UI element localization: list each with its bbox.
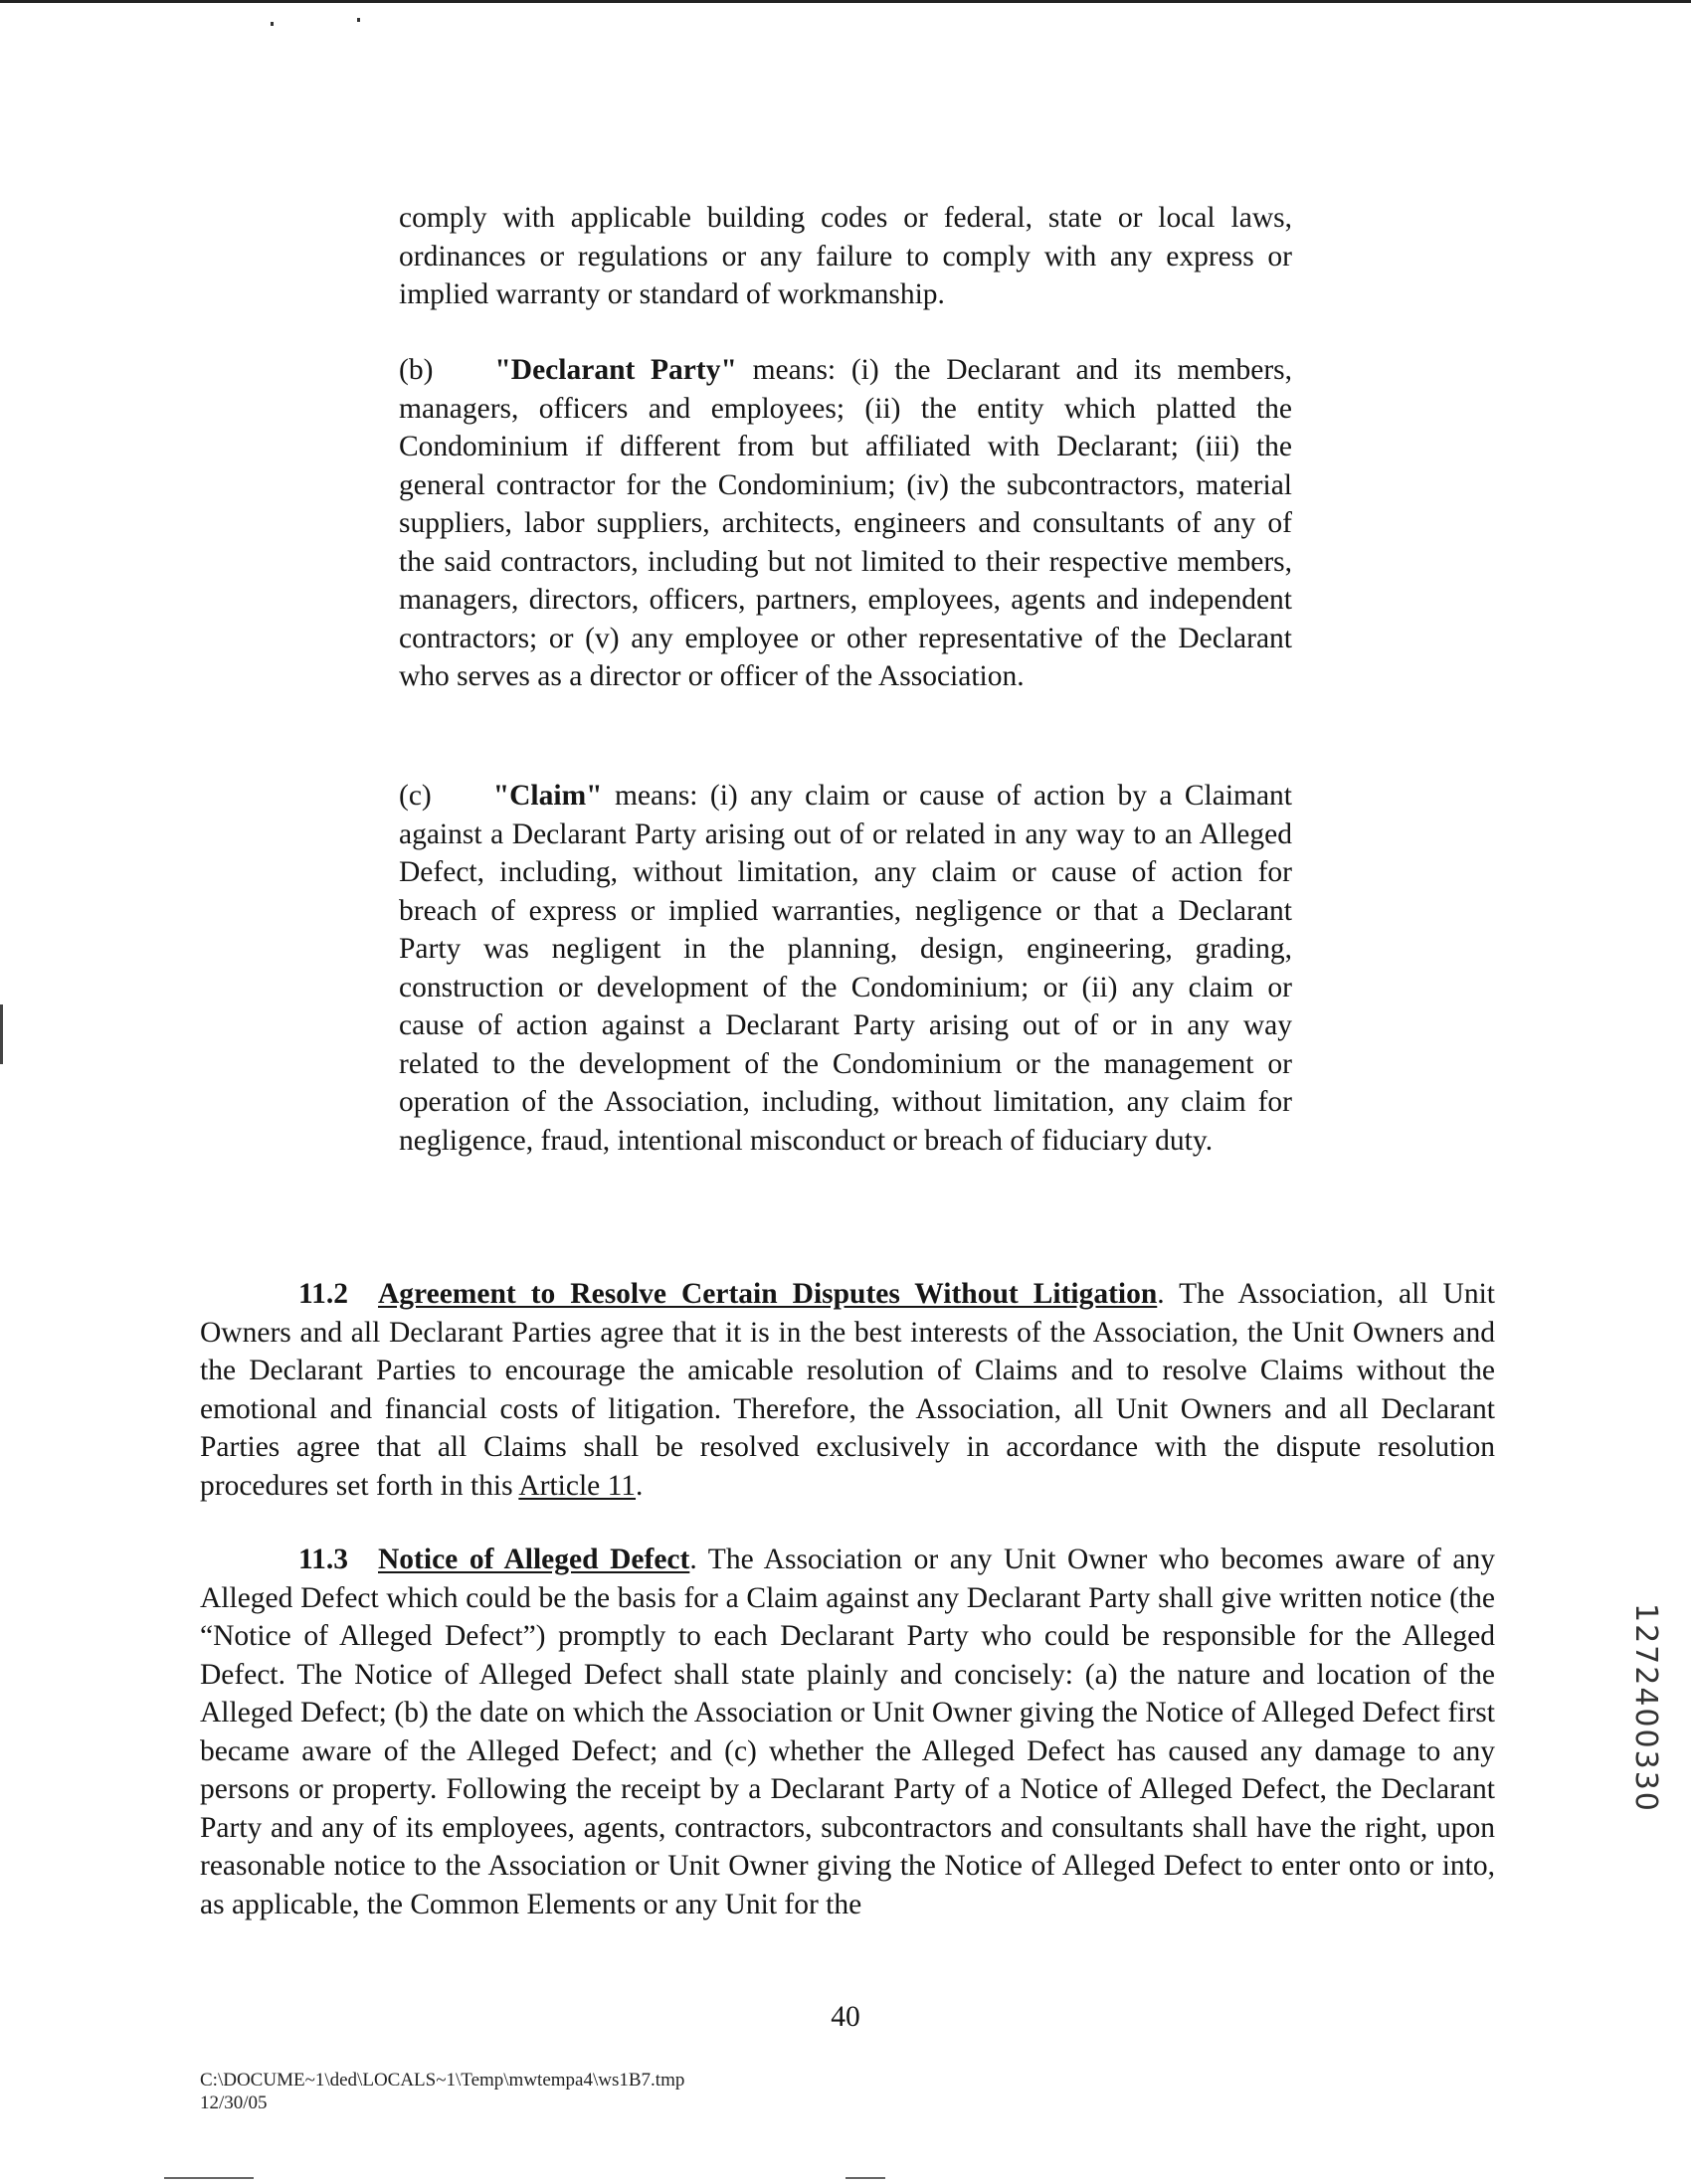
scan-left-edge-mark	[0, 1004, 3, 1064]
paragraph-a-text: comply with applicable building codes or federal, state or local laws, ordinances or regulations or any failure to comply with any express or implied warranty or standard of workmanship.	[399, 202, 1292, 310]
section-11-3	[200, 1541, 1495, 1923]
paragraph-b-term: "Declarant Party"	[494, 354, 737, 386]
section-11-2-number: 11.2	[298, 1278, 348, 1310]
scan-top-edge	[0, 0, 1691, 3]
scan-bottom-mark	[164, 2177, 254, 2179]
side-stamp-number: 1272400330	[1628, 1603, 1663, 1813]
section-11-3-number: 11.3	[298, 1544, 348, 1575]
paragraph-b-label: (b)	[399, 354, 434, 386]
scan-bottom-mark	[846, 2177, 885, 2179]
footer-path: C:\DOCUME~1\ded\LOCALS~1\Temp\mwtempa4\ws1B7.tmp	[200, 2070, 685, 2091]
section-11-3-text: . The Association or any Unit Owner who becomes aware of any Alleged Defect which could be the basis for a Claim against any Declarant Party shall give written notice (the “Notice of Alleged Defect”) promptly to each Declarant Party who could be responsible for the Alleged Defect. The Notice of Alleged Defect shall state plainly and concisely: (a) the nature and location of the Alleged Defect; (b) the date on which the Association or Unit Owner giving the Notice of Alleged Defect first became aware of the Alleged Defect; and (c) whether the Alleged Defect has caused any damage to any persons or property. Following the receipt by a Declarant Party of a Notice of Alleged Defect, the Declarant Party and any of its employees, agents, contractors, subcontractors and consultants shall have the right, upon reasonable notice to the Association or Unit Owner giving the Notice of Alleged Defect to enter onto or into, as applicable, the Common Elements or any Unit for the	[200, 1544, 1495, 1920]
page-number: 40	[831, 2001, 860, 2033]
scan-speck	[271, 22, 274, 26]
section-11-3-heading: Notice of Alleged Defect	[378, 1544, 690, 1575]
footer-date: 12/30/05	[200, 2093, 268, 2113]
section-11-2-text: . The Association, all Unit Owners and all Declarant Parties agree that it is in the best interests of the Association, the Unit Owners and the Declarant Parties to encourage the amicable resolution of Claims and to resolve Claims without the emotional and financial costs of litigation. Therefore, the Association, all Unit Owners and all Declarant Parties agree that all Claims shall be resolved exclusively in accordance with the dispute resolution procedures set forth in this	[200, 1278, 1495, 1502]
file-path-footer	[200, 2069, 684, 2114]
paragraph-c-term: "Claim"	[492, 780, 603, 812]
paragraph-b-text: means: (i) the Declarant and its members, managers, officers and employees; (ii) the entity which platted the Condominium if different from but affiliated with Declarant; (iii) the general contractor for the Condominium; (iv) the subcontractors, material suppliers, labor suppliers, architects, engineers and consultants of any of the said contractors, including but not limited to their respective members, managers, directors, officers, partners, employees, agents and independent contractors; or (v) any employee or other representative of the Declarant who serves as a director or officer of the Association.	[399, 354, 1293, 692]
paragraph-b	[399, 351, 1292, 696]
scan-speck	[357, 18, 360, 22]
section-11-2	[200, 1275, 1495, 1505]
paragraph-c-text: means: (i) any claim or cause of action by a Claimant against a Declarant Party arising out of or related in any way to an Alleged Defect, including, without limitation, any claim or cause of action for breach of express or implied warranties, negligence or that a Declarant Party was negligent in the planning, design, engineering, grading, construction or development of the Condominium; or (ii) any claim or cause of action against a Declarant Party arising out of or in any way related to the development of the Condominium or the management or operation of the Association, including, without limitation, any claim for negligence, fraud, intentional misconduct or breach of fiduciary duty.	[399, 780, 1292, 1157]
section-11-2-heading: Agreement to Resolve Certain Disputes Without Litigation	[378, 1278, 1158, 1310]
section-11-2-period: .	[636, 1469, 644, 1502]
paragraph-c-label: (c)	[399, 780, 432, 812]
paragraph-a-continuation	[399, 199, 1292, 314]
article-11-reference: Article 11	[518, 1469, 637, 1502]
paragraph-c	[399, 777, 1292, 1160]
